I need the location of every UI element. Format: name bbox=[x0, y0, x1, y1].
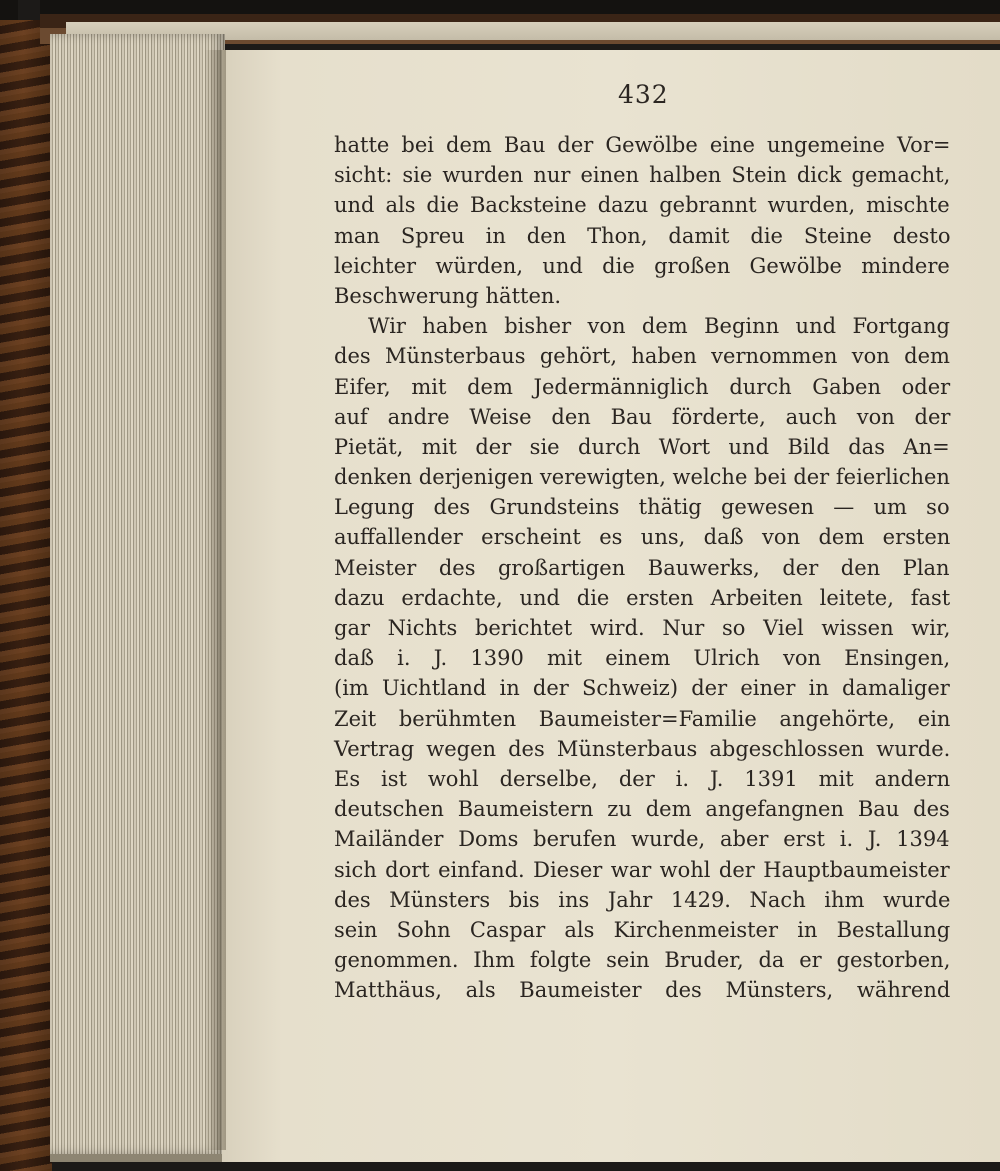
text-line-content: des Münsters bis ins Jahr 1429. Nach ihm wurde bbox=[334, 887, 951, 912]
body-text bbox=[334, 130, 950, 1005]
text-line-content: Wir haben bisher von dem Beginn und Fortgang bbox=[368, 314, 950, 339]
text-line bbox=[334, 855, 950, 885]
text-line-content: man Spreu in den Thon, damit die Steine desto bbox=[334, 223, 951, 248]
text-line-content: auffallender erscheint es uns, daß von dem ersten bbox=[334, 525, 951, 550]
text-line-content: Eifer, mit dem Jedermänniglich durch Gaben oder bbox=[334, 374, 951, 399]
text-line bbox=[334, 794, 950, 824]
page-number: 432 bbox=[618, 80, 669, 109]
text-line-content: hatte bei dem Bau der Gewölbe eine ungemeine Vor= bbox=[334, 133, 951, 157]
text-line bbox=[334, 190, 950, 220]
text-line-content: sich dort einfand. Dieser war wohl der Hauptbaumeister bbox=[334, 857, 950, 882]
text-line-content: leichter würden, und die großen Gewölbe mindere bbox=[334, 253, 950, 278]
text-line-content: Beschwerung hätten. bbox=[334, 283, 562, 308]
text-line bbox=[334, 975, 950, 1005]
text-line bbox=[334, 311, 950, 341]
text-line-content: genommen. Ihm folgte sein Bruder, da er gestorben, bbox=[334, 948, 951, 973]
text-line bbox=[334, 160, 950, 190]
text-line-content: Es ist wohl derselbe, der i. J. 1391 mit andern bbox=[334, 766, 951, 791]
text-line-content: daß i. J. 1390 mit einem Ulrich von Ensingen, bbox=[334, 646, 951, 671]
text-line bbox=[334, 734, 950, 764]
text-line bbox=[334, 643, 950, 673]
text-line-content: Zeit berühmten Baumeister=Familie angehörte, ein bbox=[334, 706, 951, 731]
text-line-content: Mailänder Doms berufen wurde, aber erst i. J. 1394 bbox=[334, 827, 950, 852]
text-line-content: sein Sohn Caspar als Kirchenmeister in Bestallung bbox=[334, 917, 951, 942]
text-line-content: auf andre Weise den Bau förderte, auch von der bbox=[334, 404, 951, 429]
text-line-content: sicht: sie wurden nur einen halben Stein dick gemacht, bbox=[334, 163, 951, 188]
text-line bbox=[334, 824, 950, 854]
text-line bbox=[334, 251, 950, 281]
text-line bbox=[334, 885, 950, 915]
text-line-content: Legung des Grundsteins thätig gewesen — um so bbox=[334, 495, 950, 520]
text-line bbox=[334, 583, 950, 613]
text-line bbox=[334, 341, 950, 371]
text-line bbox=[334, 673, 950, 703]
gutter-shadow bbox=[204, 50, 226, 1150]
text-line bbox=[334, 221, 950, 251]
text-line bbox=[334, 704, 950, 734]
text-line bbox=[334, 553, 950, 583]
text-line bbox=[334, 462, 950, 492]
text-line-content: und als die Backsteine dazu gebrannt wurden, mischte bbox=[334, 193, 950, 218]
text-line-content: gar Nichts berichtet wird. Nur so Viel wissen wir, bbox=[334, 616, 951, 640]
page-stack-edges bbox=[50, 34, 225, 1162]
text-line-content: Matthäus, als Baumeister des Münsters, während bbox=[334, 978, 951, 1003]
text-line bbox=[334, 945, 950, 975]
text-line-content: des Münsterbaus gehört, haben vernommen von dem bbox=[334, 344, 950, 369]
text-line bbox=[334, 432, 950, 462]
text-line-content: Meister des großartigen Bauwerks, der den Plan bbox=[334, 555, 950, 580]
text-line bbox=[334, 281, 950, 311]
text-line-content: denken derjenigen verewigten, welche bei der feierlichen bbox=[334, 465, 950, 490]
text-line bbox=[334, 130, 950, 160]
text-line bbox=[334, 613, 950, 643]
text-line-content: (im Uichtland in der Schweiz) der einer in damaliger bbox=[334, 676, 950, 701]
text-line bbox=[334, 522, 950, 552]
text-line bbox=[334, 764, 950, 794]
text-line-content: Pietät, mit der sie durch Wort und Bild das An= bbox=[334, 434, 950, 459]
text-line-content: dazu erdachte, und die ersten Arbeiten leitete, fast bbox=[334, 585, 951, 610]
book-cover-marbled-edge bbox=[0, 20, 52, 1171]
text-line-content: deutschen Baumeistern zu dem angefangnen Bau des bbox=[334, 797, 950, 822]
text-line bbox=[334, 492, 950, 522]
text-line bbox=[334, 402, 950, 432]
text-line bbox=[334, 915, 950, 945]
text-line bbox=[334, 372, 950, 402]
text-line-content: Vertrag wegen des Münsterbaus abgeschlossen wurde. bbox=[334, 736, 951, 761]
